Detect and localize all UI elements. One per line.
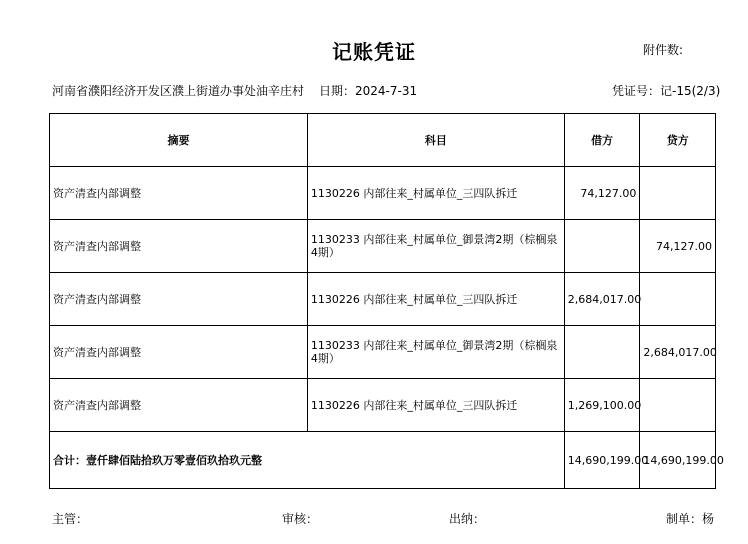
total-debit: 14,690,199.00 xyxy=(564,432,640,489)
supervisor-label: 主管： xyxy=(52,512,89,526)
row-account: 1130233 内部往来_村属单位_御景湾2期（棕榈泉4期） xyxy=(307,326,564,379)
column-header-credit: 贷方 xyxy=(640,114,716,167)
voucher-table xyxy=(49,113,724,489)
row-debit xyxy=(564,326,640,379)
row-account: 1130233 内部往来_村属单位_御景湾2期（棕榈泉4期） xyxy=(307,220,564,273)
total-row xyxy=(50,432,716,489)
voucher-date: 日期：2024-7-31 xyxy=(319,84,418,98)
column-header-debit: 借方 xyxy=(564,114,640,167)
row-credit: 74,127.00 xyxy=(640,220,716,273)
total-credit: 14,690,199.00 xyxy=(640,432,716,489)
row-account: 1130226 内部往来_村属单位_三四队拆迁 xyxy=(307,167,564,220)
row-account: 1130226 内部往来_村属单位_三四队拆迁 xyxy=(307,379,564,432)
voucher-number: 凭证号：记-15(2/3) xyxy=(612,84,721,98)
voucher-title: 记账凭证 xyxy=(332,40,416,64)
auditor-label: 审核： xyxy=(282,512,319,526)
row-summary: 资产清查内部调整 xyxy=(50,167,308,220)
row-credit xyxy=(640,273,716,326)
row-debit: 2,684,017.00 xyxy=(564,273,640,326)
table-row xyxy=(50,167,716,220)
row-credit xyxy=(640,379,716,432)
row-account: 1130226 内部往来_村属单位_三四队拆迁 xyxy=(307,273,564,326)
row-summary: 资产清查内部调整 xyxy=(50,379,308,432)
table-row xyxy=(50,379,716,432)
table-row xyxy=(50,220,716,273)
row-summary: 资产清查内部调整 xyxy=(50,273,308,326)
table-header-row xyxy=(50,114,716,167)
column-header-summary: 摘要 xyxy=(50,114,308,167)
attachments-label: 附件数: xyxy=(643,43,684,57)
row-credit: 2,684,017.00 xyxy=(640,326,716,379)
row-debit: 1,269,100.00 xyxy=(564,379,640,432)
column-header-account: 科目 xyxy=(307,114,564,167)
total-label: 合计：壹仟肆佰陆拾玖万零壹佰玖拾玖元整 xyxy=(50,432,565,489)
table-row xyxy=(50,273,716,326)
preparer-label: 制单：杨 xyxy=(666,512,715,526)
table-row xyxy=(50,326,716,379)
row-summary: 资产清查内部调整 xyxy=(50,326,308,379)
row-debit: 74,127.00 xyxy=(564,167,640,220)
row-summary: 资产清查内部调整 xyxy=(50,220,308,273)
cashier-label: 出纳： xyxy=(449,512,486,526)
company-name: 河南省濮阳经济开发区濮上街道办事处油辛庄村 xyxy=(52,84,305,98)
row-debit xyxy=(564,220,640,273)
row-credit xyxy=(640,167,716,220)
